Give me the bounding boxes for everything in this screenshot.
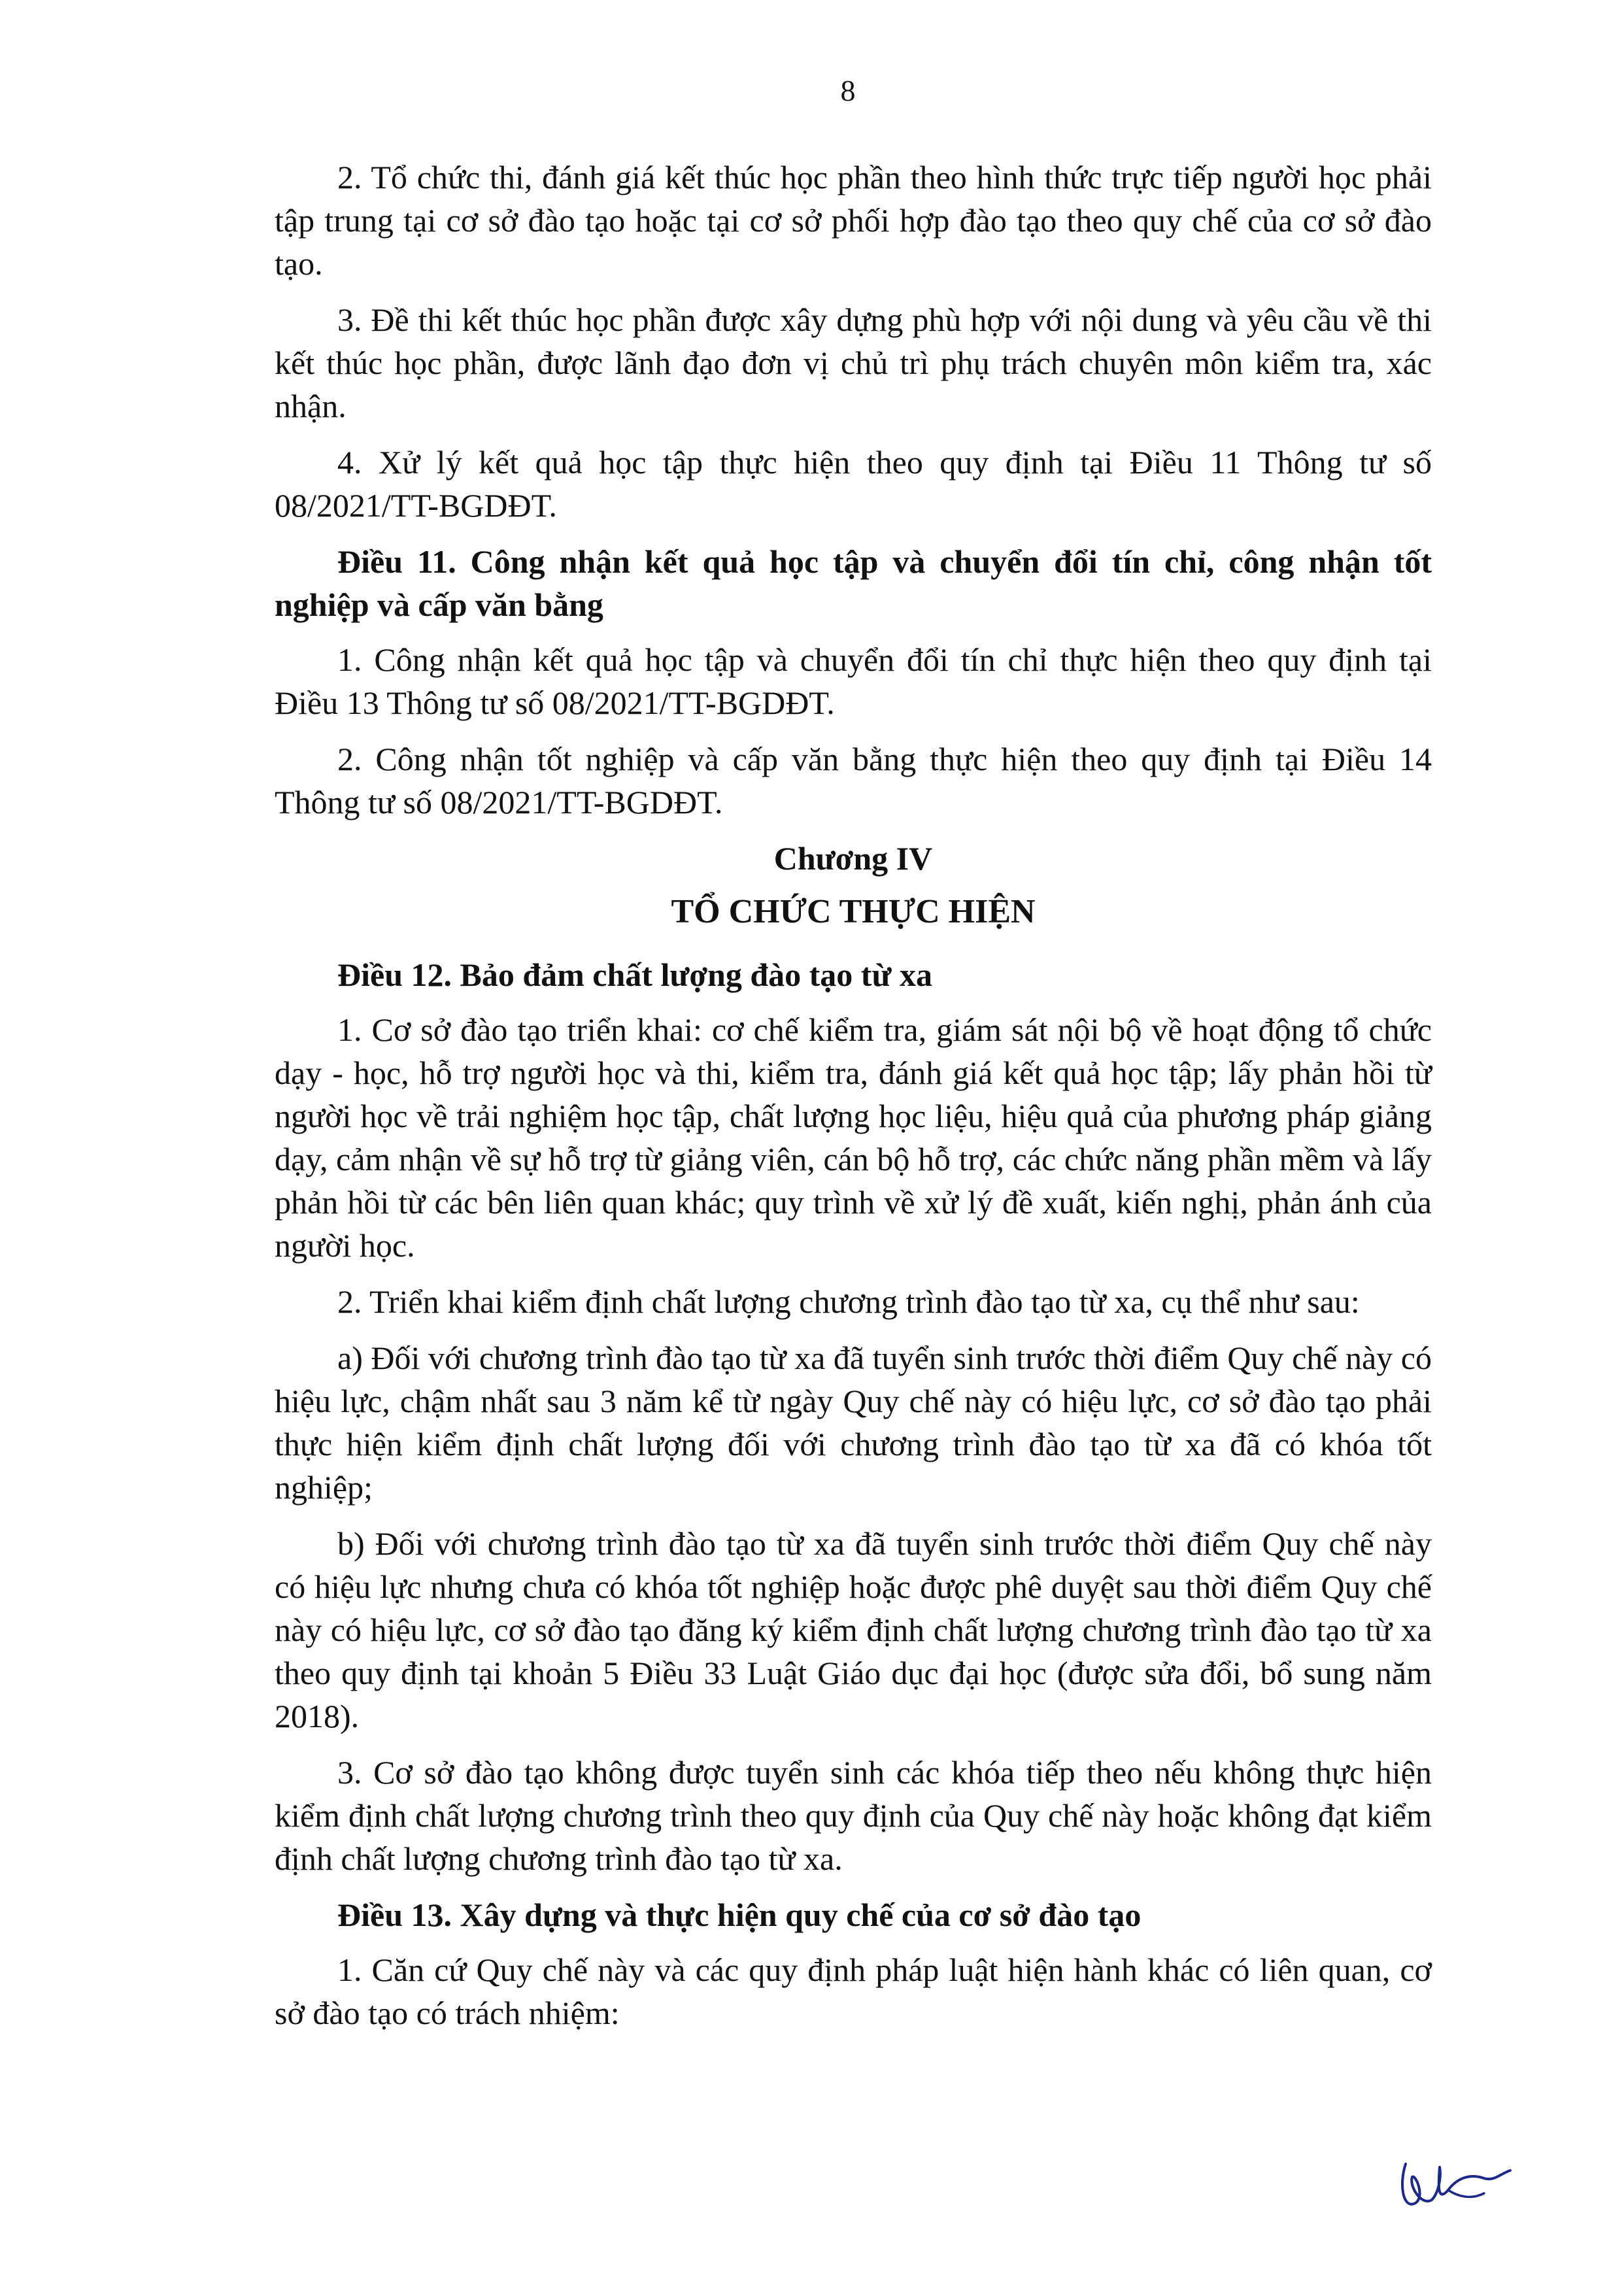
paragraph: 2. Triển khai kiểm định chất lượng chương trình đào tạo từ xa, cụ thể như sau: <box>337 1283 1360 1320</box>
paragraph: 1. Cơ sở đào tạo triển khai: cơ chế kiểm tra, giám sát nội bộ về hoạt động tổ chức dạy - học, hỗ trợ người học và thi, kiểm tra, đánh giá kết quả học tập; lấy phản hồi từ người học về trải nghiệm học tập, chất lượng học liệu, hiệu quả của phương pháp giảng dạy, cảm nhận về sự hỗ trợ từ giảng viên, cán bộ hỗ trợ, các chức năng phần mềm và lấy phản hồi từ các bên liên quan khác; quy trình về xử lý đề xuất, kiến nghị, phản ánh của người học. <box>275 1011 1432 1264</box>
paragraph: 3. Cơ sở đào tạo không được tuyển sinh các khóa tiếp theo nếu không thực hiện kiểm định chất lượng chương trình theo quy định của Quy chế này hoặc không đạt kiểm định chất lượng chương trình đào tạo từ xa. <box>275 1754 1432 1877</box>
paragraph: 1. Công nhận kết quả học tập và chuyển đổi tín chỉ thực hiện theo quy định tại Điều 13 Thông tư số 08/2021/TT-BGDĐT. <box>275 641 1432 721</box>
article-heading: Điều 12. Bảo đảm chất lượng đào tạo từ xa <box>337 956 932 993</box>
paragraph: a) Đối với chương trình đào tạo từ xa đã tuyển sinh trước thời điểm Quy chế này có hiệu lực, chậm nhất sau 3 năm kể từ ngày Quy chế này có hiệu lực, cơ sở đào tạo phải thực hiện kiểm định chất lượng đối với chương trình đào tạo từ xa đã có khóa tốt nghiệp; <box>275 1340 1432 1506</box>
article-heading: Điều 13. Xây dựng và thực hiện quy chế của cơ sở đào tạo <box>337 1897 1142 1933</box>
chapter-label: Chương IV <box>773 840 933 877</box>
chapter-title: TỔ CHỨC THỰC HIỆN <box>671 893 1036 930</box>
page-number: 8 <box>840 74 856 107</box>
document-body <box>275 156 1432 2048</box>
paragraph: 3. Đề thi kết thúc học phần được xây dựng phù hợp với nội dung và yêu cầu về thi kết thúc học phần, được lãnh đạo đơn vị chủ trì phụ trách chuyên môn kiểm tra, xác nhận. <box>275 301 1432 424</box>
initials-signature <box>1386 2138 1517 2223</box>
paragraph: 4. Xử lý kết quả học tập thực hiện theo quy định tại Điều 11 Thông tư số 08/2021/TT-BGDĐT. <box>275 444 1432 524</box>
paragraph: 2. Công nhận tốt nghiệp và cấp văn bằng thực hiện theo quy định tại Điều 14 Thông tư số 08/2021/TT-BGDĐT. <box>275 741 1432 820</box>
paragraph: 2. Tổ chức thi, đánh giá kết thúc học phần theo hình thức trực tiếp người học phải tập trung tại cơ sở đào tạo hoặc tại cơ sở phối hợp đào tạo theo quy chế của cơ sở đào tạo. <box>275 159 1432 282</box>
paragraph: 1. Căn cứ Quy chế này và các quy định pháp luật hiện hành khác có liên quan, cơ sở đào tạo có trách nhiệm: <box>275 1951 1432 2031</box>
paragraph: b) Đối với chương trình đào tạo từ xa đã tuyển sinh trước thời điểm Quy chế này có hiệu lực nhưng chưa có khóa tốt nghiệp hoặc được phê duyệt sau thời điểm Quy chế này có hiệu lực, cơ sở đào tạo đăng ký kiểm định chất lượng chương trình đào tạo từ xa theo quy định tại khoản 5 Điều 33 Luật Giáo dục đại học (được sửa đổi, bổ sung năm 2018). <box>275 1525 1432 1734</box>
article-heading: Điều 11. Công nhận kết quả học tập và chuyển đổi tín chỉ, công nhận tốt nghiệp và cấp văn bằng <box>275 543 1432 623</box>
